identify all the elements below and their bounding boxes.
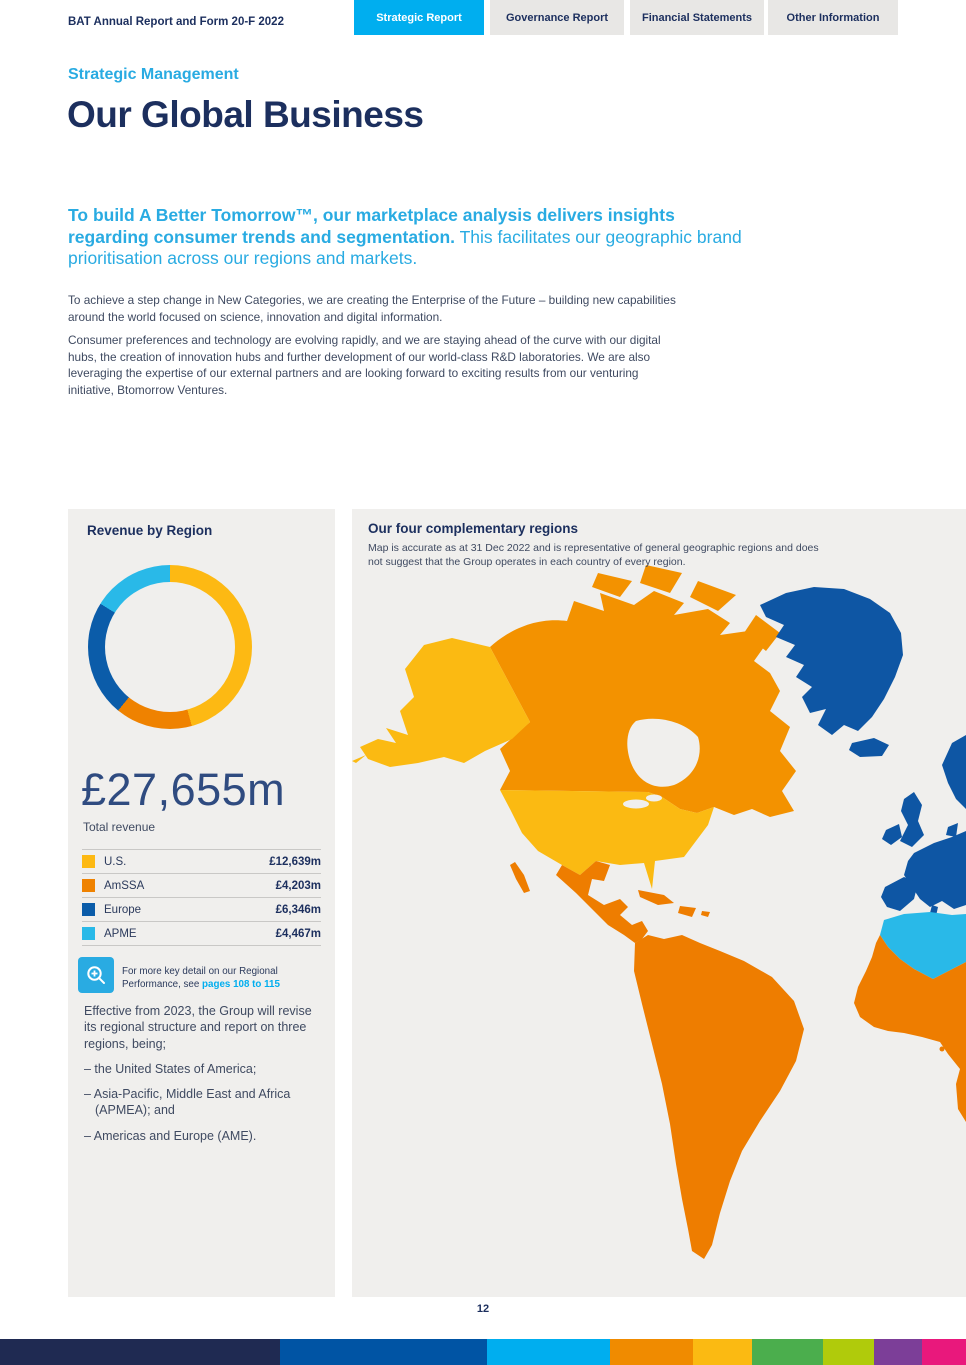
restructure-item: – the United States of America; [84,1061,257,1076]
map-region-ireland [882,824,902,845]
map-region-uk [900,792,924,847]
legend-row [82,922,321,946]
legend-label: AmSSA [104,879,145,892]
legend-row [82,849,321,874]
body-paragraph: Consumer preferences and technology are evolving rapidly, and we are staying ahead of the curve with our digital hubs, the creation of innovation hubs and further development of our world-class R&D laboratories. We are also leveraging the expertise of our external partners and are looking forward to exciting results from our venturing initiative, Btomorrow Ventures. [68,333,661,397]
map-region-hispaniola [678,906,696,917]
footer-bar-segment [874,1339,922,1365]
map-region-south-america [634,935,804,1259]
lead-paragraph [68,205,758,270]
revenue-legend [82,849,321,946]
tab-financial-statements[interactable]: Financial Statements [630,0,764,35]
restructure-item: – Asia-Pacific, Middle East and Africa (APMEA); and [84,1087,291,1118]
regions-map-panel [352,509,966,1297]
legend-row [82,898,321,922]
body-paragraph: To achieve a step change in New Categories, we are creating the Enterprise of the Future – building new capabilities around the world focused on science, innovation and digital information. [68,293,676,324]
legend-row [82,874,321,898]
map-great-lakes [646,795,662,802]
map-region-mexico-central-america [556,861,648,943]
map-region-puerto-rico [701,911,710,917]
map-region-canada-arctic-island [690,581,736,611]
legend-swatch [82,855,95,868]
body-copy [68,292,676,405]
map-region-iberia [881,877,918,911]
legend-swatch [82,903,95,916]
legend-label: APME [104,927,137,940]
tab-other-information[interactable]: Other Information [768,0,898,35]
map-region-cuba [638,890,674,905]
total-revenue-value: £27,655m [81,764,286,815]
legend-label: U.S. [104,855,127,868]
legend-value: £6,346m [275,903,321,916]
revenue-donut-chart [88,565,252,729]
regional-performance-note [78,957,297,993]
footer-bar-segment [0,1339,280,1365]
map-panel-subtitle: Map is accurate as at 31 Dec 2022 and is representative of general geographic regions and does not suggest that the Group operates in each country of every region. [368,542,819,568]
map-region-scandinavia [942,735,966,809]
pages-108-115-link[interactable]: pages 108 to 115 [202,979,280,991]
legend-swatch [82,879,95,892]
page-number: 12 [476,1303,490,1315]
legend-label: Europe [104,903,142,916]
map-region-iceland [849,738,889,757]
section-eyebrow: Strategic Management [68,66,239,83]
note-text-prefix: For more key detail on our Regional Performance, see [122,966,278,991]
revenue-panel-title: Revenue by Region [87,523,213,538]
map-great-lakes [623,800,649,809]
legend-value: £4,203m [275,879,321,892]
restructure-item: – Americas and Europe (AME). [84,1128,257,1143]
restructure-copy [84,1003,319,1153]
tab-governance-report[interactable]: Governance Report [490,0,624,35]
legend-swatch [82,927,95,940]
footer-bar-segment [693,1339,753,1365]
footer-bar-segment [487,1339,610,1365]
revenue-by-region-panel [68,509,335,1297]
footer-bar-segment [280,1339,487,1365]
legend-value: £12,639m [269,855,321,868]
map-region-aleutians [352,755,366,763]
world-map [352,509,966,1297]
lead-bold: To build A Better Tomorrow™, our marketplace analysis delivers insights regarding consumer trends and segmentation. [68,205,675,247]
map-region-denmark [946,823,958,837]
footer-bar-segment [610,1339,693,1365]
lead-regular: This facilitates our geographic brand prioritisation across our regions and markets. [68,226,742,269]
tab-strategic-report[interactable]: Strategic Report [354,0,484,35]
footer-bar-segment [752,1339,823,1365]
map-region-greenland [760,587,903,735]
footer-bar-segment [922,1339,965,1365]
total-revenue-label: Total revenue [83,820,156,834]
map-region-bioko-island [940,1047,945,1052]
page-title: Our Global Business [67,94,424,135]
restructure-intro: Effective from 2023, the Group will revise its regional structure and report on three regions, being; [84,1004,312,1051]
footer-brand-bar [0,1339,966,1365]
legend-value: £4,467m [275,927,321,940]
map-region-baja [510,862,530,893]
footer-bar-segment [823,1339,874,1365]
zoom-plus-icon [78,957,114,993]
map-region-canada-arctic-island [592,573,632,597]
note-text [122,957,297,993]
report-title: BAT Annual Report and Form 20-F 2022 [68,16,284,28]
map-panel-title: Our four complementary regions [368,521,579,536]
